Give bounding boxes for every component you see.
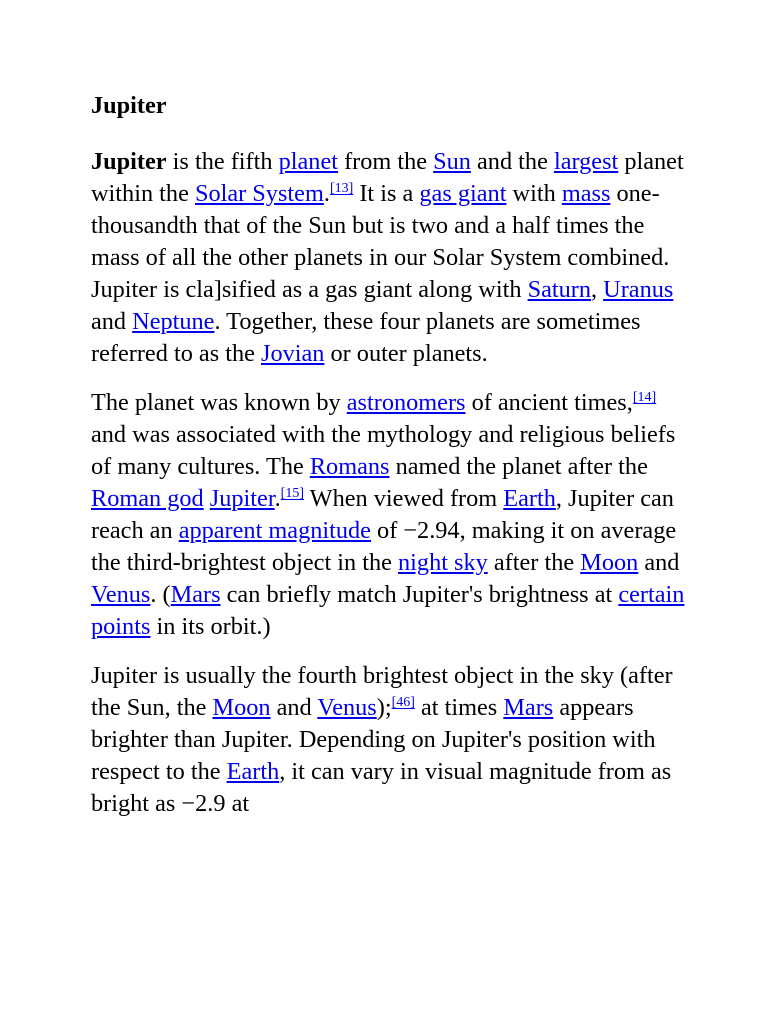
- link-planet[interactable]: planet: [278, 148, 338, 175]
- link-venus[interactable]: Venus: [317, 694, 377, 721]
- citation-46[interactable]: [46]: [391, 695, 415, 710]
- paragraph-2: The planet was known by astronomers of ancient times,[14] and was associated with the mythology and religious beliefs of many cultures. The Romans named the planet after the Roman god Jupiter.[15] When viewed from Earth, Jupiter can reach an apparent magnitude of −2.94, making it on average the third-brightest object in the night sky after the Moon and Venus. (Mars can briefly match Jupiter's brightness at certain points in its orbit.): [91, 389, 685, 640]
- link-apparent-magnitude[interactable]: apparent magnitude: [178, 517, 371, 544]
- link-earth[interactable]: Earth: [503, 485, 556, 512]
- link-largest[interactable]: largest: [553, 148, 619, 175]
- link-moon[interactable]: Moon: [212, 694, 271, 721]
- citation-14[interactable]: [14]: [632, 390, 657, 405]
- link-neptune[interactable]: Neptune: [132, 308, 215, 335]
- link-gas-giant[interactable]: gas giant: [419, 180, 507, 207]
- link-earth[interactable]: Earth: [226, 758, 280, 785]
- link-moon[interactable]: Moon: [580, 549, 639, 576]
- link-mars[interactable]: Mars: [170, 581, 221, 608]
- citation-15[interactable]: [15]: [280, 486, 304, 501]
- link-mars[interactable]: Mars: [503, 694, 554, 721]
- link-solar-system[interactable]: Solar System: [194, 180, 324, 207]
- link-jupiter[interactable]: Jupiter: [209, 485, 275, 512]
- citation-13[interactable]: [13]: [329, 181, 354, 196]
- lead-term: Jupiter: [91, 148, 167, 175]
- link-astronomers[interactable]: astronomers: [346, 389, 466, 416]
- link-venus[interactable]: Venus: [91, 581, 151, 608]
- paragraph-3: Jupiter is usually the fourth brightest object in the sky (after the Sun, the Moon and Venus);[46] at times Mars appears brighter than Jupiter. Depending on Jupiter's position with respect to the Earth, it can vary in visual magnitude from as bright as −2.9 at: [91, 662, 673, 817]
- link-night-sky[interactable]: night sky: [398, 549, 488, 576]
- link-saturn[interactable]: Saturn: [527, 276, 591, 303]
- link-jovian[interactable]: Jovian: [260, 340, 325, 367]
- link-romans[interactable]: Romans: [309, 453, 390, 480]
- document-page: [91, 86, 691, 837]
- page-title: Jupiter: [91, 92, 167, 119]
- paragraph-1: Jupiter is the fifth planet from the Sun and the largest planet within the Solar System.[13] It is a gas giant with mass one-thousandth that of the Sun but is two and a half times the mass of all the other planets in our Solar System combined. Jupiter is cla]sified as a gas giant along with Saturn, Uranus and Neptune. Together, these four planets are sometimes referred to as the Jovian or outer planets.: [91, 148, 684, 367]
- link-uranus[interactable]: Uranus: [603, 276, 674, 303]
- link-roman-god[interactable]: Roman god: [91, 485, 204, 512]
- link-certain-points[interactable]: certain points: [91, 581, 685, 640]
- link-mass[interactable]: mass: [561, 180, 611, 207]
- link-sun[interactable]: Sun: [433, 148, 471, 175]
